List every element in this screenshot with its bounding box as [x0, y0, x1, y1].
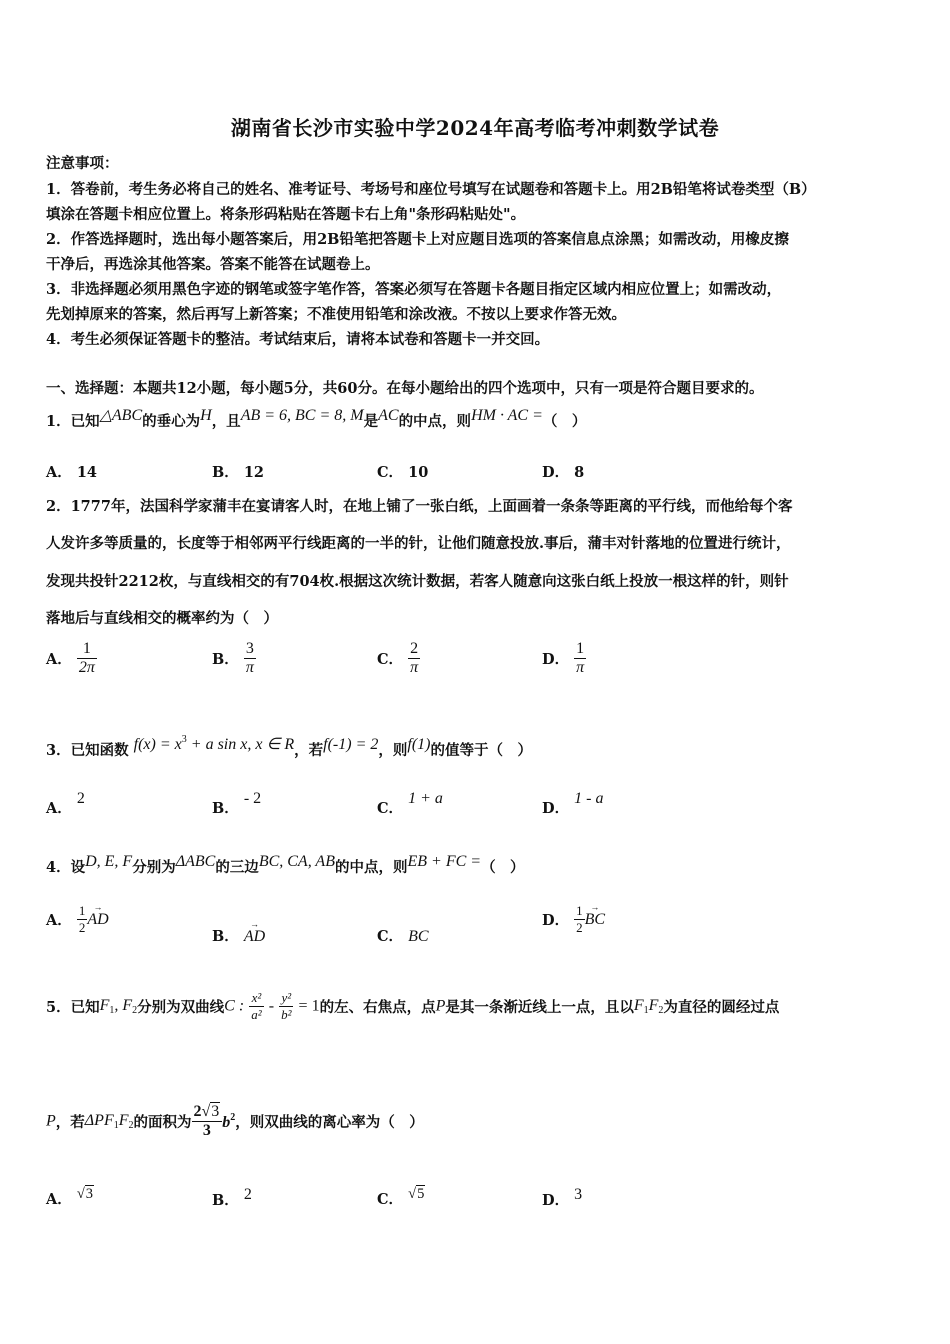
question-2-stem: 发现共投针2212枚，与直线相交的有704枚.根据这次统计数据，若客人随意向这张白纸上投放一根这样的针，则针 [46, 573, 789, 590]
notice-line: 1．答卷前，考生务必将自己的姓名、准考证号、考场号和座位号填写在试题卷和答题卡上。用2B铅笔将试卷类型（B） [46, 181, 816, 198]
q3-option-c[interactable]: C． 1 + a [377, 790, 443, 817]
q3-option-d[interactable]: D． 1 - a [542, 790, 604, 817]
q2-option-a[interactable]: A． $\frac{1}{2\pi}$ [46, 640, 95, 676]
q3-option-b[interactable]: B． - 2 [212, 790, 262, 817]
notice-line: 3．非选择题必须用黑色字迹的钢笔或签字笔作答，答案必须写在答题卡各题目指定区域内相应位置上；如需改动， [46, 281, 782, 298]
q1-option-a[interactable]: A． 14 [46, 464, 98, 481]
notice-line: 先划掉原来的答案，然后再写上新答案；不准使用铅笔和涂改液。不按以上要求作答无效。 [46, 306, 626, 323]
question-2-stem: 人发许多等质量的，长度等于相邻两平行线距离的一半的针，让他们随意投放.事后，蒲丰对针落地的位置进行统计， [46, 535, 791, 552]
notice-line: 干净后，再选涂其他答案。答案不能答在试题卷上。 [46, 256, 380, 273]
question-4-stem: 4．设D, E, F分别为ΔABC的三边BC, CA, AB的中点，则EB + FC =（ ） [46, 853, 525, 876]
question-3-stem: 3．已知函数 $f(x) = x^3 + a$ sin x, x ∈ R，若f(-1) = 2，则f(1)的值等于（ ） [46, 734, 532, 759]
notice-line: 4．考生必须保证答题卡的整洁。考试结束后，请将本试卷和答题卡一并交回。 [46, 331, 550, 348]
question-2-stem: 落地后与直线相交的概率约为（ ） [46, 610, 278, 627]
q2-option-b[interactable]: B． $\frac{3}{\pi}$ [212, 640, 254, 676]
question-5-stem-line2: P，若$\Delta PF_1F_2$的面积为 $\frac{2√3}{3}$ $b^2$，则双曲线的离心率为（ ） [46, 1103, 424, 1139]
q5-option-a[interactable]: A． √3 [46, 1186, 94, 1208]
q4-option-a[interactable]: A． $\frac{1}{2}$ → AD [46, 903, 109, 936]
page-title: 湖南省长沙市实验中学2024年高考临考冲刺数学试卷 [230, 116, 720, 140]
q4-option-b[interactable]: B． → AD [212, 925, 265, 946]
q5-option-d[interactable]: D． 3 [542, 1186, 583, 1209]
q5-option-c[interactable]: C． √5 [377, 1186, 425, 1208]
notice-heading: 注意事项： [46, 155, 119, 172]
q1-option-c[interactable]: C． 10 [377, 464, 429, 481]
q1-option-b[interactable]: B． 12 [212, 464, 265, 481]
q4-option-d[interactable]: D． $\frac{1}{2}$ → BC [542, 903, 605, 936]
q3-option-a[interactable]: A． 2 [46, 790, 85, 817]
q4-option-c[interactable]: C． BC [377, 928, 429, 945]
q5-option-b[interactable]: B． 2 [212, 1186, 252, 1209]
q2-option-d[interactable]: D． $\frac{1}{\pi}$ [542, 640, 585, 676]
q2-option-c[interactable]: C． $\frac{2}{\pi}$ [377, 640, 419, 676]
notice-line: 2．作答选择题时，选出每小题答案后，用2B铅笔把答题卡上对应题目选项的答案信息点涂黑；如需改动，用橡皮擦 [46, 231, 789, 248]
question-2-stem: 2．1777年，法国科学家蒲丰在宴请客人时，在地上铺了一张白纸，上面画着一条条等距离的平行线，而他给每个客 [46, 498, 793, 515]
question-5-stem: 5．已知$F_1$, $F_2$分别为双曲线C : $\frac{\text{x²}}{\text{a²}}$ - $\frac{\text{y²}}{\text{b²}}$ = 1的左、右焦点，点P是其一条渐近线上一点，且以$F_1F_2$为直径的圆经过点 [46, 990, 780, 1022]
q1-option-d[interactable]: D． 8 [542, 464, 585, 481]
section-heading: 一、选择题：本题共12小题，每小题5分，共60分。在每小题给出的四个选项中，只有一项是符合题目要求的。 [46, 380, 764, 397]
question-1-stem: 1．已知△ABC的垂心为H，且AB = 6, BC = 8, M是AC的中点，则HM · AC =（ ） [46, 407, 587, 430]
notice-line: 填涂在答题卡相应位置上。将条形码粘贴在答题卡右上角"条形码粘贴处"。 [46, 206, 526, 223]
